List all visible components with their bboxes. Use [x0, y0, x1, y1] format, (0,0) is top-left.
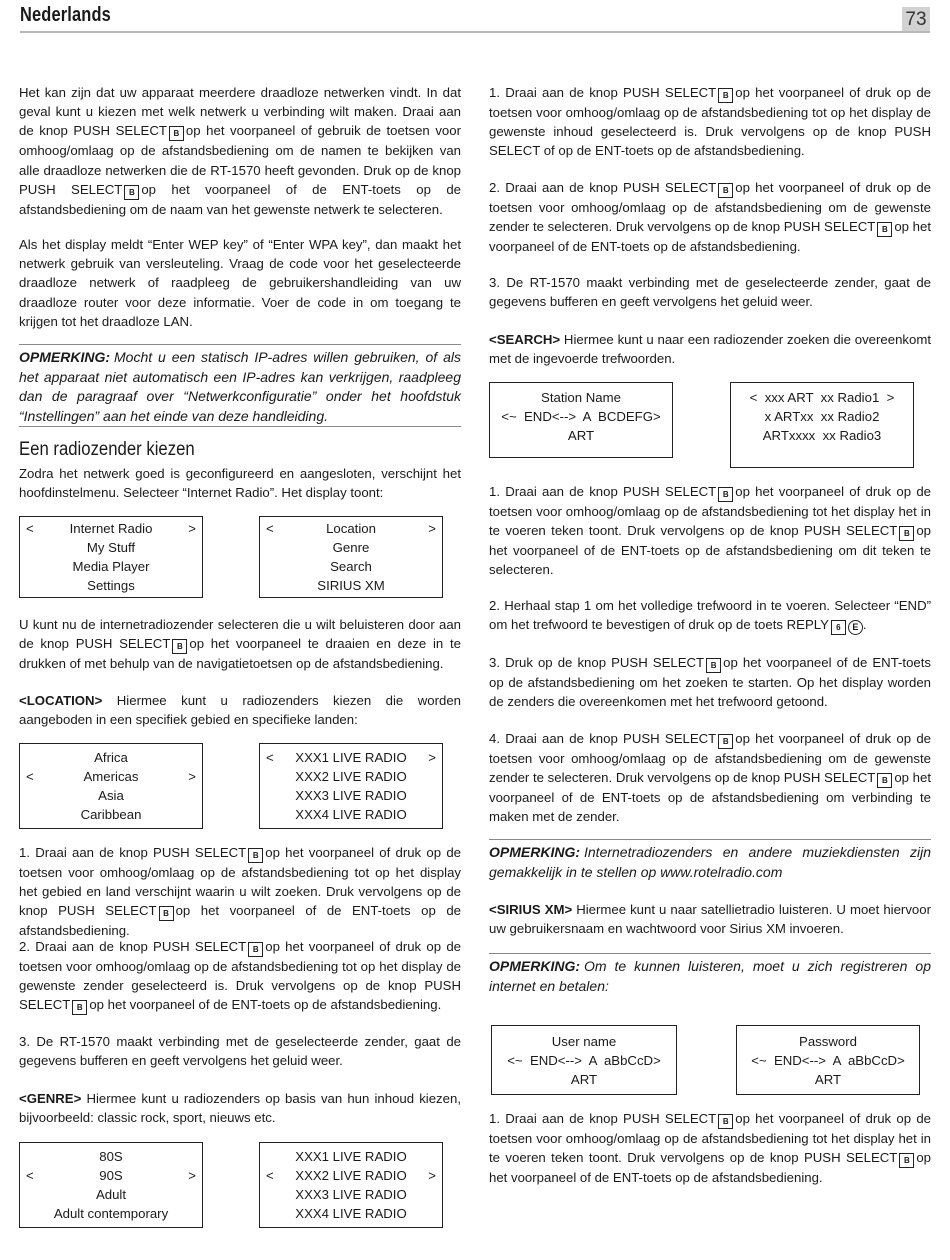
paragraph-search: <SEARCH> Hiermee kunt u naar een radiozender zoeken die overeenkomt met de ingevoerde trefwoorden. [489, 332, 931, 367]
display-box-search-results: < xxx ART xx Radio1 > x ARTxx xx Radio2 ARTxxxx xx Radio3 [730, 382, 914, 468]
select-key-icon: B [718, 88, 733, 103]
select-key-icon: B [72, 1000, 87, 1015]
paragraph-genre: <GENRE> Hiermee kunt u radiozenders op basis van hun inhoud kiezen, bijvoorbeeld: classic rock, sport, nieuws etc. [19, 1091, 461, 1126]
select-key-icon: B [706, 658, 721, 673]
paragraph-encryption: Als het display meldt “Enter WEP key” of “Enter WPA key”, dan maakt het netwerk gebruik van versleuteling. Vraag de code voor het geselecteerde draadloze netwerk of raadpleeg de gebruikershandleiding van uw draadloze router voor deze informatie. Voer de code in om toegang te krijgen tot het draadloze LAN. [19, 237, 461, 329]
display-box-password: Password <~ END<--> A aBbCcD> ART [736, 1025, 920, 1095]
display-box-regions: Africa < Americas > Asia Caribbean [19, 743, 203, 829]
paragraph-intro: Zodra het netwerk goed is geconfigureerd en aangesloten, verschijnt het hoofdinstelmenu. Selecteer “Internet Radio”. Het display toont: [19, 466, 461, 501]
display-box-location-stations: < XXX1 LIVE RADIO > XXX2 LIVE RADIO XXX3 LIVE RADIO XXX4 LIVE RADIO [259, 743, 443, 829]
page-number: 73 [902, 7, 930, 31]
display-box-main-menu: < Internet Radio > My Stuff Media Player Settings [19, 516, 203, 598]
display-box-genre-stations: XXX1 LIVE RADIO < XXX2 LIVE RADIO > XXX3 LIVE RADIO XXX4 LIVE RADIO [259, 1142, 443, 1228]
step-location-2: 2. Draai aan de knop PUSH SELECT B op het voorpaneel of druk op de toetsen voor omhoog/omlaag op de afstandsbediening tot op het display de gewenste zender geselecteerd is. Druk vervolgens op de knop PUSH SELECT B op het voorpaneel of de ENT-toets op de afstandsbediening. [19, 937, 461, 1015]
select-key-icon: B [159, 906, 174, 921]
select-key-icon: B [877, 222, 892, 237]
step-genre-3: 3. De RT-1570 maakt verbinding met de geselecteerde zender, gaat de gegevens bufferen en geeft vervolgens het geluid weer. [489, 275, 931, 310]
step-location-3: 3. De RT-1570 maakt verbinding met de geselecteerde zender, gaat de gegevens bufferen en geeft vervolgens het geluid weer. [19, 1034, 461, 1069]
select-key-icon: B [899, 526, 914, 541]
step-search-1: 1. Draai aan de knop PUSH SELECT B op het voorpaneel of druk op de toetsen voor omhoog/omlaag op de afstandsbediening tot het display het in te voeren teken toont. Druk vervolgens op de knop PUSH SELECT B op het voorpaneel of de ENT-toets op de afstandsbediening om dit teken te selecteren. [489, 484, 931, 578]
select-key-icon: B [877, 773, 892, 788]
reply-key-icon: 6 [831, 620, 846, 635]
header-rule [20, 31, 930, 33]
select-key-icon: B [172, 639, 187, 654]
select-key-icon: B [718, 487, 733, 502]
step-genre-1: 1. Draai aan de knop PUSH SELECT B op het voorpaneel of druk op de toetsen voor omhoog/omlaag op de afstandsbediening tot op het display de gewenste inhoud geselecteerd is. Druk vervolgens op de knop PUSH SELECT of op de ENT-toets op de afstandsbediening. [489, 85, 931, 159]
step-search-2: 2. Herhaal stap 1 om het volledige trefwoord in te voeren. Selecteer “END” om het trefwoord te bevestigen of druk op de toets REPLY 6 E . [489, 596, 931, 635]
note-rule-top [489, 839, 931, 840]
step-search-3: 3. Druk op de knop PUSH SELECT B op het voorpaneel of de ENT-toets op de afstandsbediening om het zoeken te starten. Op het display worden de zenders die overeenkomen met het trefwoord getoond. [489, 655, 932, 710]
section-heading: Een radiozender kiezen [19, 439, 195, 460]
select-key-icon: B [718, 183, 733, 198]
note-register: OPMERKING: Om te kunnen luisteren, moet u zich registreren op internet en betalen: [489, 958, 931, 994]
select-key-icon: B [718, 734, 733, 749]
note-rotelradio: OPMERKING: Internetradiozenders en andere muziekdiensten zijn gemakkelijk in te stellen op www.rotelradio.com [489, 844, 931, 880]
note-static-ip: OPMERKING: Mocht u een statisch IP-adres willen gebruiken, of als het apparaat niet automatisch een IP-adres kan verkrijgen, raadpleeg dan de paragraaf over “Netwerkconfiguratie” onder het hoofdstuk “Instellingen” aan het einde van deze handleiding. [19, 349, 461, 424]
select-key-icon: B [169, 126, 184, 141]
paragraph-select-station: U kunt nu de internetradiozender selecteren die u wilt beluisteren door aan de knop PUSH SELECT B op het voorpaneel te draaien en deze in te drukken of met behulp van de navigatietoetsen op de afstandsbediening. [19, 617, 461, 672]
note-rule-top [489, 953, 931, 954]
paragraph-sirius: <SIRIUS XM> Hiermee kunt u naar satellietradio luisteren. U moet hiervoor uw gebruikersnaam en wachtwoord voor Sirius XM invoeren. [489, 902, 931, 937]
paragraph-networks: Het kan zijn dat uw apparaat meerdere draadloze netwerken vindt. In dat geval kunt u kiezen met welk netwerk u verbinding wilt maken. Draai aan de knop PUSH SELECT B op het voorpaneel of gebruik de toetsen voor omhoog/omlaag op de afstandsbediening om de namen te bekijken van alle draadloze netwerken die de RT-1570 heeft gevonden. Druk op de knop PUSH SELECT B op het voorpaneel of de ENT-toets op de afstandsbediening om de naam van het gewenste netwerk te selecteren. [19, 85, 461, 217]
step-search-4: 4. Draai aan de knop PUSH SELECT B op het voorpaneel of druk op de toetsen voor omhoog/omlaag op de afstandsbediening om de gewenste zender te selecteren. Druk vervolgens op de knop PUSH SELECT B op het voorpaneel of de ENT-toets op de afstandsbediening om verbinding te maken met de zender. [489, 731, 931, 825]
step-sirius-1: 1. Draai aan de knop PUSH SELECT B op het voorpaneel of druk op de toetsen voor omhoog/omlaag op de afstandsbediening tot het display het in te voeren teken toont. Druk vervolgens op de knop PUSH SELECT B op het voorpaneel of de ENT-toets op de afstandsbediening. [489, 1111, 931, 1186]
select-key-icon: B [248, 848, 263, 863]
display-box-user-name: User name <~ END<--> A aBbCcD> ART [491, 1025, 677, 1095]
note-rule-bottom [19, 426, 461, 427]
select-key-icon: B [248, 942, 263, 957]
display-box-genres: 80S < 90S > Adult Adult contemporary [19, 1142, 203, 1228]
display-box-radio-menu: < Location > Genre Search SIRIUS XM [259, 516, 443, 598]
note-rule-top [19, 344, 461, 345]
paragraph-location: <LOCATION> Hiermee kunt u radiozenders kiezen die worden aangeboden in een specifiek gebied en specifieke landen: [19, 693, 461, 728]
e-key-icon: E [848, 620, 863, 635]
select-key-icon: B [718, 1114, 733, 1129]
select-key-icon: B [899, 1153, 914, 1168]
select-key-icon: B [124, 185, 139, 200]
page-header-title: Nederlands [20, 4, 111, 26]
display-box-station-name: Station Name <~ END<--> A BCDEFG> ART [489, 382, 673, 458]
step-location-1: 1. Draai aan de knop PUSH SELECT B op het voorpaneel of druk op de toetsen voor omhoog/omlaag op de afstandsbediening tot op het display het gebied en land verschijnt waarin u wilt zoeken. Druk vervolgens op de knop PUSH SELECT B op het voorpaneel of de ENT-toets op de afstandsbediening. [19, 845, 461, 939]
step-genre-2: 2. Draai aan de knop PUSH SELECT B op het voorpaneel of druk op de toetsen voor omhoog/omlaag op de afstandsbediening om de gewenste zender te selecteren. Druk vervolgens op de knop PUSH SELECT B op het voorpaneel of de ENT-toets op de afstandsbediening. [489, 180, 931, 255]
